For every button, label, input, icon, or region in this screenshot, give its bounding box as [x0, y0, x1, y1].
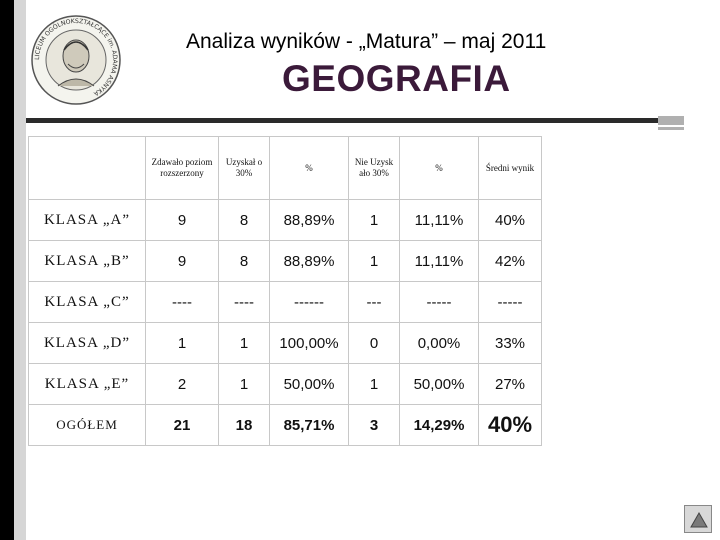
table-row-total	[29, 405, 542, 446]
school-logo	[28, 14, 124, 106]
table-cell: -----	[479, 282, 542, 323]
header-cell-empty	[29, 137, 146, 200]
header-cell-took-extended: Zdawało poziom rozszerzony	[146, 137, 219, 200]
table-cell: 11,11%	[400, 200, 479, 241]
table-cell: 42%	[479, 241, 542, 282]
table-cell: 88,89%	[270, 200, 349, 241]
next-slide-button[interactable]	[684, 505, 712, 533]
table-cell: 33%	[479, 323, 542, 364]
table-cell: 50,00%	[400, 364, 479, 405]
table-cell: 0	[349, 323, 400, 364]
table-row	[29, 241, 542, 282]
logo-text: LICEUM OGÓLNOKSZTAŁCĄCE im. ADAMA ASNYKA	[33, 17, 119, 97]
table-cell: 1	[349, 241, 400, 282]
table-cell: 8	[219, 200, 270, 241]
header-cell-failed-30: Nie Uzysk ało 30%	[349, 137, 400, 200]
row-label-total: OGÓŁEM	[29, 405, 146, 446]
table-cell: 14,29%	[400, 405, 479, 446]
table-cell: ----	[146, 282, 219, 323]
header-cell-percent-passed: %	[270, 137, 349, 200]
table-header-row	[29, 137, 542, 200]
table-cell: 8	[219, 241, 270, 282]
table-row	[29, 364, 542, 405]
table-cell: ---	[349, 282, 400, 323]
slide-title: Analiza wyników - „Matura” – maj 2011	[186, 30, 547, 53]
subject-title: GEOGRAFIA	[282, 58, 511, 99]
row-label: KLASA „A”	[29, 200, 146, 241]
table-cell: 9	[146, 241, 219, 282]
header-cell-passed-30: Uzyskał o 30%	[219, 137, 270, 200]
table-cell: 21	[146, 405, 219, 446]
table-cell: 88,89%	[270, 241, 349, 282]
left-black-bar	[0, 0, 14, 540]
total-average-cell: 40%	[479, 405, 542, 446]
table-cell: 18	[219, 405, 270, 446]
row-label: KLASA „C”	[29, 282, 146, 323]
table-cell: 85,71%	[270, 405, 349, 446]
table-row	[29, 323, 542, 364]
divider-stub	[658, 116, 684, 125]
results-table	[28, 136, 542, 446]
table-cell: 1	[146, 323, 219, 364]
next-slide-icon	[689, 511, 709, 529]
divider-stub-thin	[658, 127, 684, 130]
table-row	[29, 200, 542, 241]
table-cell: 11,11%	[400, 241, 479, 282]
table-cell: 1	[349, 200, 400, 241]
table-cell: ----	[219, 282, 270, 323]
table-cell: 3	[349, 405, 400, 446]
row-label: KLASA „E”	[29, 364, 146, 405]
header-cell-average: Średni wynik	[479, 137, 542, 200]
table-cell: 50,00%	[270, 364, 349, 405]
table-row	[29, 282, 542, 323]
table-cell: 2	[146, 364, 219, 405]
table-cell: 27%	[479, 364, 542, 405]
header-divider	[26, 118, 658, 123]
table-cell: -----	[400, 282, 479, 323]
table-cell: 100,00%	[270, 323, 349, 364]
row-label: KLASA „B”	[29, 241, 146, 282]
table-cell: 1	[219, 323, 270, 364]
table-cell: 1	[349, 364, 400, 405]
table-cell: 9	[146, 200, 219, 241]
left-gray-strip	[14, 0, 26, 540]
header-cell-percent-failed: %	[400, 137, 479, 200]
table-cell: ------	[270, 282, 349, 323]
table-cell: 40%	[479, 200, 542, 241]
table-cell: 1	[219, 364, 270, 405]
row-label: KLASA „D”	[29, 323, 146, 364]
table-cell: 0,00%	[400, 323, 479, 364]
